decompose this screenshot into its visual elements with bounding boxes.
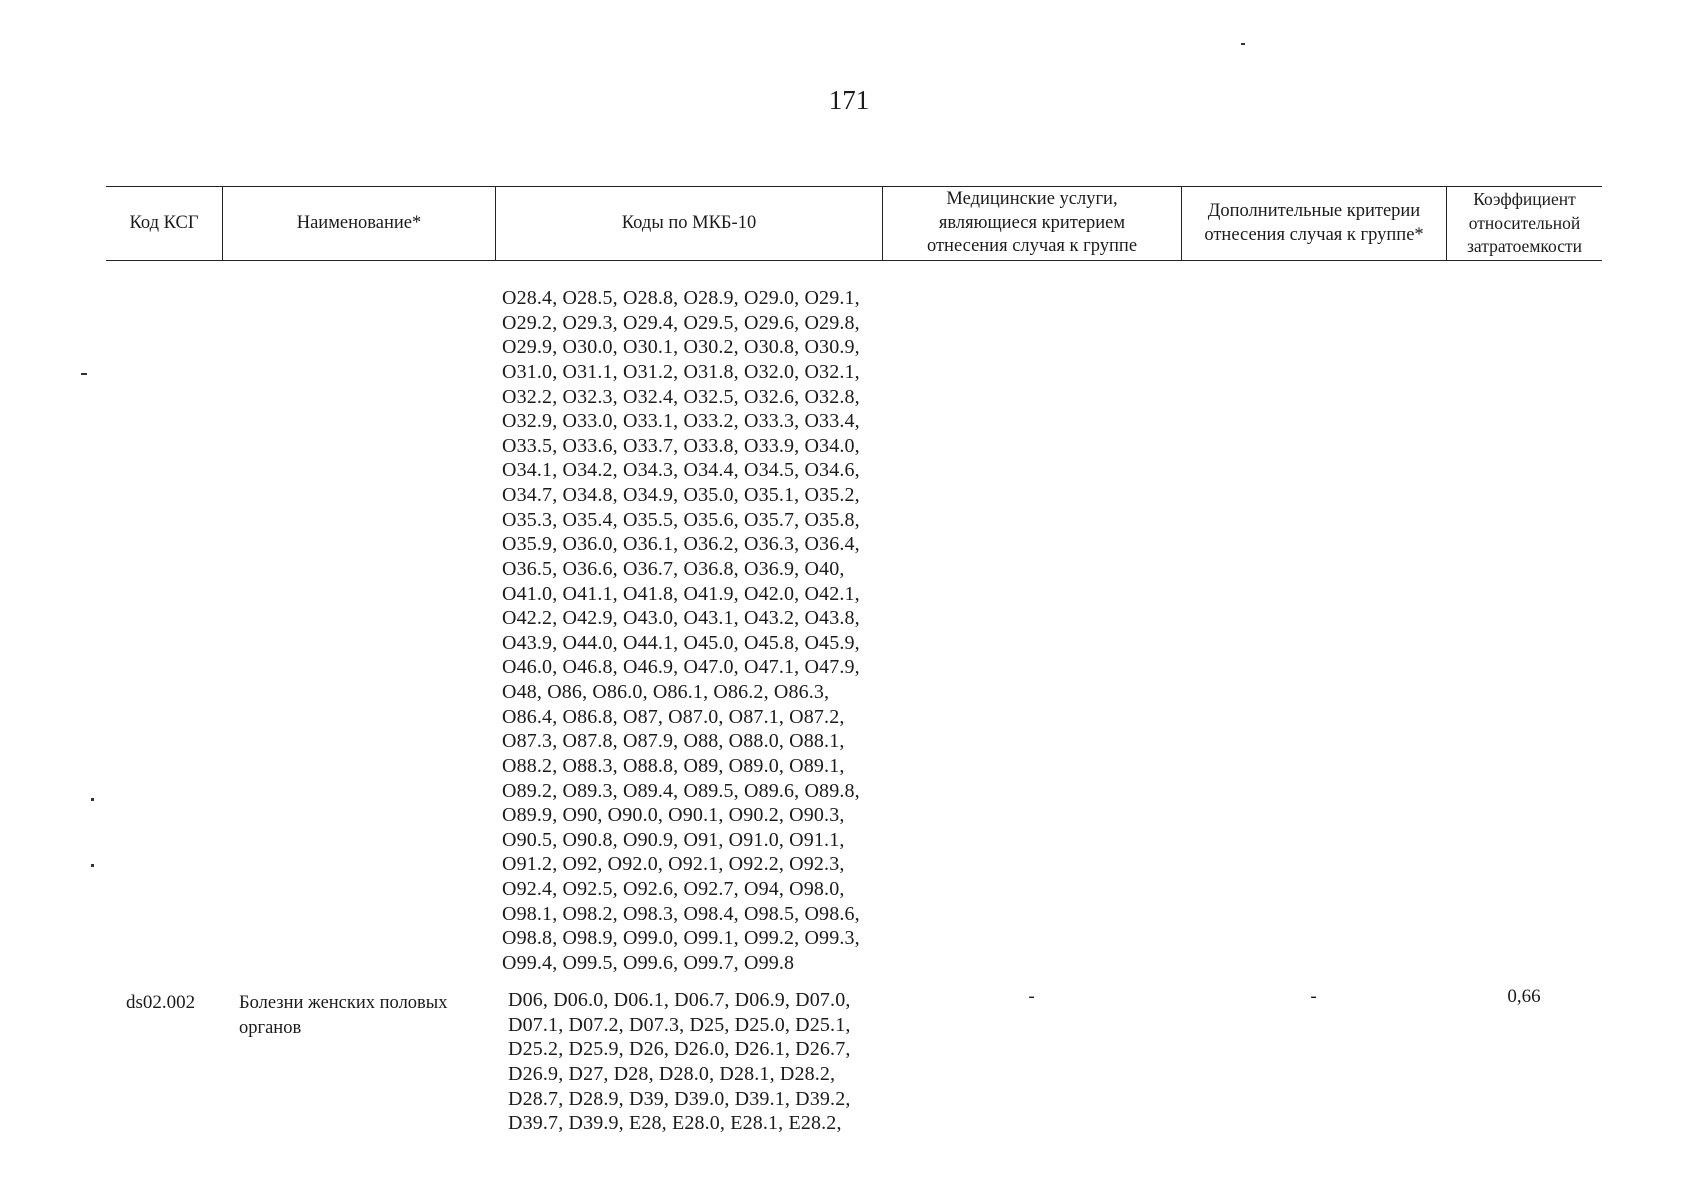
icd-code-line: O32.9, O33.0, O33.1, O33.2, O33.3, O33.4,: [502, 410, 860, 433]
icd-code-line: O88.2, O88.3, O88.8, O89, O89.0, O89.1,: [502, 754, 845, 777]
scan-speck: [81, 373, 87, 375]
header-text-line: Наименование*: [296, 212, 422, 233]
icd-code-line: O29.9, O30.0, O30.1, O30.2, O30.8, O30.9,: [502, 336, 860, 359]
page-number: 171: [828, 85, 870, 115]
icd-code-line: D26.9, D27, D28, D28.0, D28.1, D28.2,: [508, 1062, 836, 1085]
icd-code-line: O31.0, O31.1, O31.2, O31.8, O32.0, O32.1,: [502, 360, 860, 383]
header-medical-services: [882, 187, 1181, 260]
icd-code-line: O46.0, O46.8, O46.9, O47.0, O47.1, O47.9,: [502, 656, 860, 679]
icd-code-line: O90.5, O90.8, O90.9, O91, O91.0, O91.1,: [502, 828, 845, 851]
medical-services: -: [1028, 986, 1035, 1007]
header-text-line: Коды по МКБ-10: [621, 212, 757, 233]
scan-speck: [91, 864, 94, 867]
icd-code-line: O92.4, O92.5, O92.6, O92.7, O94, O98.0,: [502, 878, 845, 900]
header-name: [222, 187, 495, 260]
header-text-line: Дополнительные критерии: [1207, 201, 1421, 221]
icd-code-line: O34.7, O34.8, O34.9, O35.0, O35.1, O35.2,: [502, 484, 860, 506]
icd-code-line: O98.1, O98.2, O98.3, O98.4, O98.5, O98.6,: [502, 902, 860, 925]
header-text-line: Коэффициент: [1473, 189, 1576, 210]
scan-speck: [1241, 43, 1245, 45]
icd-code-line: O28.4, O28.5, O28.8, O28.9, O29.0, O29.1,: [502, 287, 860, 309]
icd-code-line: O35.9, O36.0, O36.1, O36.2, O36.3, O36.4,: [502, 533, 860, 556]
icd-code-line: O34.1, O34.2, O34.3, O34.4, O34.5, O34.6,: [502, 459, 860, 482]
icd-code-line: O99.4, O99.5, O99.6, O99.7, O99.8: [502, 951, 795, 974]
header-text-line: затратоемкости: [1467, 236, 1582, 257]
group-name: [239, 991, 447, 1041]
icd-code-line: O42.2, O42.9, O43.0, O43.1, O43.2, O43.8,: [502, 607, 860, 630]
icd-code-line: O98.8, O98.9, O99.0, O99.1, O99.2, O99.3,: [502, 927, 860, 950]
icd-code-line: O36.5, O36.6, O36.7, O36.8, O36.9, O40,: [502, 557, 845, 580]
group-name-line: Болезни женских половых: [239, 993, 448, 1013]
icd-code-line: O91.2, O92, O92.0, O92.1, O92.2, O92.3,: [502, 853, 845, 876]
header-additional-criteria: [1181, 187, 1446, 260]
icd-code-line: O86.4, O86.8, O87, O87.0, O87.1, O87.2,: [502, 705, 845, 728]
icd-code-line: D07.1, D07.2, D07.3, D25, D25.0, D25.1,: [508, 1013, 851, 1036]
header-text-line: отнесения случая к группе*: [1204, 224, 1424, 245]
icd-code-line: O43.9, O44.0, O44.1, O45.0, O45.8, O45.9,: [502, 631, 860, 654]
icd-code-line: O35.3, O35.4, O35.5, O35.6, O35.7, O35.8,: [502, 508, 860, 531]
icd-code-line: D28.7, D28.9, D39, D39.0, D39.1, D39.2,: [508, 1087, 851, 1110]
icd-code-line: O89.9, O90, O90.0, O90.1, O90.2, O90.3,: [502, 804, 845, 827]
header-text-line: являющиеся критерием: [938, 212, 1126, 233]
icd-code-line: D06, D06.0, D06.1, D06.7, D06.9, D07.0,: [508, 989, 851, 1011]
icd-code-line: O33.5, O33.6, O33.7, O33.8, O33.9, O34.0,: [502, 434, 860, 457]
additional-criteria: -: [1310, 986, 1317, 1007]
header-text-line: Код КСГ: [129, 212, 199, 233]
cost-coefficient: 0,66: [1507, 986, 1541, 1007]
icd-code-line: D25.2, D25.9, D26, D26.0, D26.1, D26.7,: [508, 1038, 851, 1061]
icd-code-line: O87.3, O87.8, O87.9, O88, O88.0, O88.1,: [502, 730, 845, 753]
header-text-line: отнесения случая к группе: [926, 236, 1138, 257]
icd-codes: [502, 286, 860, 976]
header-ksg-code: [106, 187, 222, 260]
scan-speck: [91, 798, 94, 801]
icd-code-line: O89.2, O89.3, O89.4, O89.5, O89.6, O89.8,: [502, 779, 860, 802]
ksg-code: ds02.002: [126, 992, 196, 1013]
header-text-line: относительной: [1468, 212, 1581, 233]
icd-code-line: O41.0, O41.1, O41.8, O41.9, O42.0, O42.1,: [502, 582, 860, 605]
header-cost-coefficient: [1446, 187, 1602, 260]
table-header: [106, 186, 1602, 261]
icd-code-line: O29.2, O29.3, O29.4, O29.5, O29.6, O29.8,: [502, 311, 860, 334]
icd-code-line: D39.7, D39.9, E28, E28.0, E28.1, E28.2,: [508, 1112, 842, 1135]
group-name-line: органов: [239, 1018, 302, 1038]
header-icd-codes: [495, 187, 882, 260]
icd-codes: [508, 988, 851, 1136]
header-text-line: Медицинские услуги,: [946, 189, 1118, 210]
icd-code-line: O48, O86, O86.0, O86.1, O86.2, O86.3,: [502, 681, 830, 703]
icd-code-line: O32.2, O32.3, O32.4, O32.5, O32.6, O32.8,: [502, 385, 860, 408]
